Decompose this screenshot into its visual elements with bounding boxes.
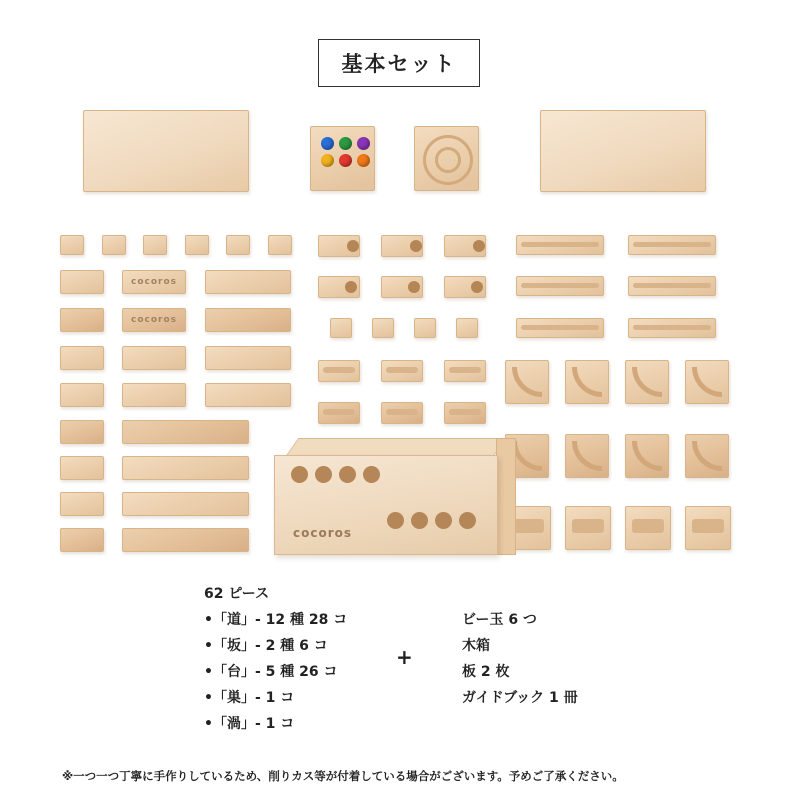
rail-groove bbox=[449, 367, 481, 373]
pieces-item: •「台」- 5 種 26 コ bbox=[204, 664, 338, 680]
curve-groove bbox=[632, 367, 662, 397]
extras-item: 木箱 bbox=[462, 638, 490, 654]
slope-piece bbox=[444, 276, 486, 298]
wooden-board-right bbox=[540, 110, 706, 192]
short-block bbox=[60, 383, 104, 407]
marble bbox=[321, 154, 334, 167]
marble-nest-block bbox=[310, 126, 375, 191]
long-block bbox=[205, 346, 291, 370]
rail-short bbox=[444, 360, 486, 382]
pieces-item: •「道」- 12 種 28 コ bbox=[204, 612, 348, 628]
rail-long bbox=[516, 276, 604, 296]
long-block bbox=[205, 308, 291, 332]
pieces-item: •「渦」- 1 コ bbox=[204, 716, 295, 732]
wooden-box-side bbox=[496, 438, 516, 555]
extra-long-block bbox=[122, 420, 249, 444]
small-block bbox=[372, 318, 394, 338]
slope-notch bbox=[345, 281, 357, 293]
extra-long-block bbox=[122, 492, 249, 516]
curve-groove bbox=[572, 367, 602, 397]
medium-block bbox=[122, 346, 186, 370]
rail-long bbox=[516, 318, 604, 338]
curve-block bbox=[685, 360, 729, 404]
slope-piece bbox=[444, 235, 486, 257]
extras-list bbox=[462, 607, 578, 711]
rail-short bbox=[381, 360, 423, 382]
brand-logo: cocoros bbox=[130, 277, 177, 287]
long-block bbox=[205, 383, 291, 407]
rail-groove bbox=[633, 283, 711, 288]
marble bbox=[339, 154, 352, 167]
box-hole bbox=[291, 466, 308, 483]
curve-block bbox=[625, 360, 669, 404]
medium-block bbox=[122, 383, 186, 407]
short-block bbox=[60, 346, 104, 370]
small-block bbox=[414, 318, 436, 338]
box-hole bbox=[339, 466, 356, 483]
short-block bbox=[60, 492, 104, 516]
slope-piece bbox=[318, 235, 360, 257]
box-hole bbox=[435, 512, 452, 529]
extras-item: 板 2 枚 bbox=[462, 664, 510, 680]
box-hole bbox=[411, 512, 428, 529]
set-title: 基本セット bbox=[318, 39, 480, 87]
brand-block bbox=[122, 270, 186, 294]
small-cube bbox=[102, 235, 126, 255]
curve-block bbox=[625, 434, 669, 478]
rail-groove bbox=[521, 242, 599, 247]
extras-item: ガイドブック 1 冊 bbox=[462, 690, 578, 706]
rail-groove bbox=[521, 283, 599, 288]
rail-long bbox=[628, 276, 716, 296]
pieces-item: •「坂」- 2 種 6 コ bbox=[204, 638, 328, 654]
curve-groove bbox=[632, 441, 662, 471]
slope-piece bbox=[381, 276, 423, 298]
rail-short bbox=[444, 402, 486, 424]
marble bbox=[357, 154, 370, 167]
rail-groove bbox=[323, 367, 355, 373]
pieces-list bbox=[204, 581, 347, 737]
rail-groove bbox=[323, 409, 355, 415]
curve-groove bbox=[692, 441, 722, 471]
slope-notch bbox=[473, 240, 485, 252]
short-block bbox=[60, 456, 104, 480]
channel-piece bbox=[625, 506, 671, 550]
short-block bbox=[60, 270, 104, 294]
extras-item: ビー玉 6 つ bbox=[462, 612, 537, 628]
short-block bbox=[60, 308, 104, 332]
channel-piece bbox=[685, 506, 731, 550]
marble bbox=[339, 137, 352, 150]
short-block bbox=[60, 528, 104, 552]
brand-logo: cocoros bbox=[130, 315, 177, 325]
slope-notch bbox=[347, 240, 359, 252]
rail-short bbox=[381, 402, 423, 424]
spiral-groove-inner bbox=[435, 147, 461, 173]
curve-groove bbox=[512, 441, 542, 471]
wooden-board-left bbox=[83, 110, 249, 192]
rail-groove bbox=[521, 325, 599, 330]
curve-groove bbox=[572, 441, 602, 471]
pieces-heading: 62 ピース bbox=[204, 586, 270, 602]
rail-groove bbox=[386, 367, 418, 373]
extra-long-block bbox=[122, 456, 249, 480]
box-hole bbox=[459, 512, 476, 529]
marbles bbox=[321, 137, 371, 167]
rail-short bbox=[318, 402, 360, 424]
extra-long-block bbox=[122, 528, 249, 552]
pieces-item: •「巣」- 1 コ bbox=[204, 690, 295, 706]
spiral-block bbox=[414, 126, 479, 191]
curve-block bbox=[505, 360, 549, 404]
slope-piece bbox=[381, 235, 423, 257]
channel-groove bbox=[572, 519, 604, 533]
curve-groove bbox=[692, 367, 722, 397]
rail-long bbox=[516, 235, 604, 255]
box-hole bbox=[363, 466, 380, 483]
box-hole bbox=[315, 466, 332, 483]
slope-piece bbox=[318, 276, 360, 298]
brand-block bbox=[122, 308, 186, 332]
channel-groove bbox=[512, 519, 544, 533]
rail-long bbox=[628, 318, 716, 338]
small-cube bbox=[60, 235, 84, 255]
channel-piece bbox=[565, 506, 611, 550]
box-hole bbox=[387, 512, 404, 529]
rail-groove bbox=[449, 409, 481, 415]
curve-groove bbox=[512, 367, 542, 397]
rail-short bbox=[318, 360, 360, 382]
small-cube bbox=[185, 235, 209, 255]
plus-sign: + bbox=[396, 645, 413, 669]
marble bbox=[321, 137, 334, 150]
curve-block bbox=[565, 360, 609, 404]
short-block bbox=[60, 420, 104, 444]
footnote: ※一つ一つ丁寧に手作りしているため、削りカス等が付着している場合がございます。予めご了承ください。 bbox=[62, 769, 624, 783]
small-cube bbox=[143, 235, 167, 255]
rail-groove bbox=[633, 325, 711, 330]
rail-long bbox=[628, 235, 716, 255]
channel-groove bbox=[692, 519, 724, 533]
long-block bbox=[205, 270, 291, 294]
rail-groove bbox=[633, 242, 711, 247]
small-block bbox=[330, 318, 352, 338]
slope-notch bbox=[408, 281, 420, 293]
channel-groove bbox=[632, 519, 664, 533]
rail-groove bbox=[386, 409, 418, 415]
box-brand-logo: cocoros bbox=[293, 526, 353, 540]
slope-notch bbox=[410, 240, 422, 252]
slope-notch bbox=[471, 281, 483, 293]
small-block bbox=[456, 318, 478, 338]
marble bbox=[357, 137, 370, 150]
small-cube bbox=[268, 235, 292, 255]
curve-block bbox=[565, 434, 609, 478]
wooden-box bbox=[274, 455, 498, 555]
curve-block bbox=[685, 434, 729, 478]
small-cube bbox=[226, 235, 250, 255]
